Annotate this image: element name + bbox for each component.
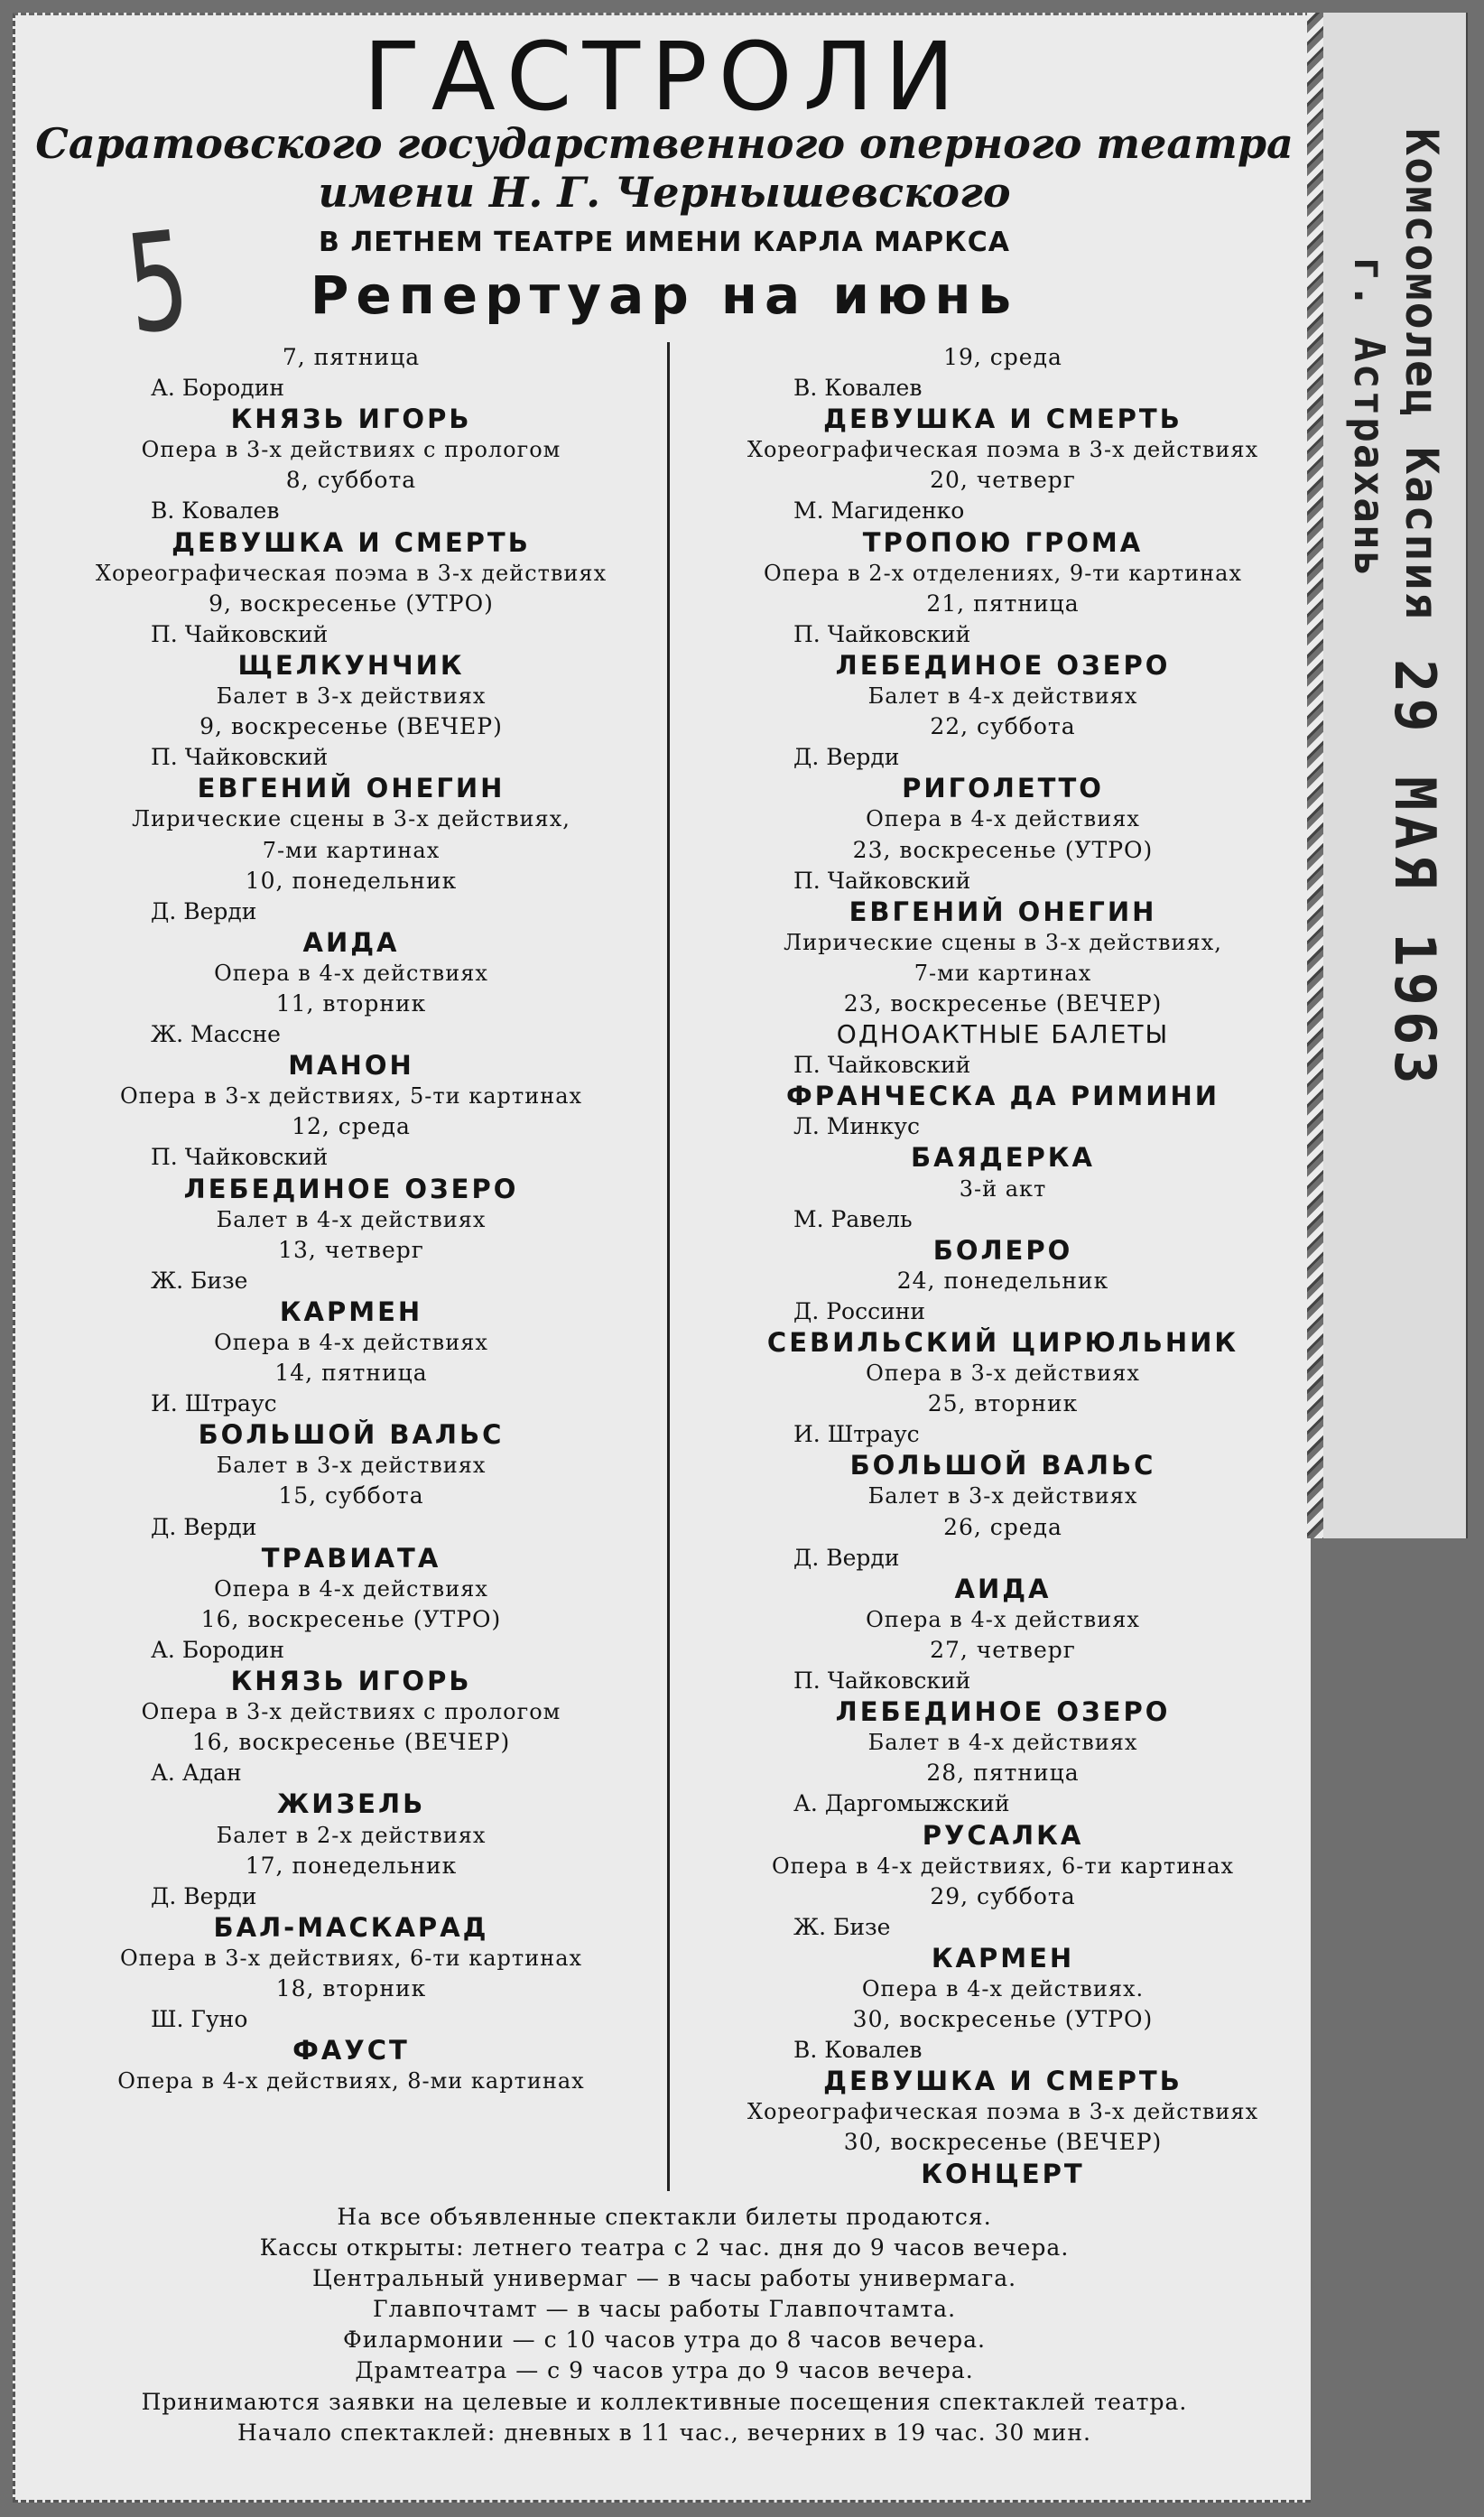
note-line: Центральный универмаг — в часы работы универмага. bbox=[311, 2265, 1017, 2292]
schedule-work: КАРМЕН bbox=[279, 1296, 423, 1327]
torn-edge bbox=[1307, 13, 1323, 1538]
schedule-work: ЛЕБЕДИНОЕ ОЗЕРО bbox=[835, 649, 1171, 681]
schedule-work: РИГОЛЕТТО bbox=[902, 773, 1104, 804]
schedule-work: ЖИЗЕЛЬ bbox=[276, 1788, 426, 1820]
schedule-date: 11, вторник bbox=[275, 989, 427, 1017]
schedule-work: ТРОПОЮ ГРОМА bbox=[862, 526, 1144, 558]
schedule-date: 30, воскресенье (УТРО) bbox=[852, 2006, 1154, 2033]
schedule-desc: Опера в 4-х действиях bbox=[866, 806, 1140, 832]
schedule-date: 16, воскресенье (ВЕЧЕР) bbox=[191, 1729, 511, 1756]
schedule-work: АИДА bbox=[302, 926, 400, 958]
schedule-desc: Опера в 2-х отделениях, 9-ти картинах bbox=[763, 560, 1242, 586]
schedule-date: 8, суббота bbox=[285, 467, 417, 494]
schedule-desc: Опера в 4-х действиях bbox=[214, 1330, 488, 1355]
schedule-desc: Балет в 4-х действиях bbox=[867, 683, 1138, 710]
schedule-work: ЛЕБЕДИНОЕ ОЗЕРО bbox=[183, 1173, 519, 1204]
schedule-composer: А. Даргомыжский bbox=[793, 1790, 1010, 1817]
schedule-work: КАРМЕН bbox=[931, 1942, 1075, 1974]
schedule-desc: Опера в 3-х действиях с прологом bbox=[141, 437, 561, 463]
schedule-composer: П. Чайковский bbox=[793, 1052, 971, 1079]
schedule-composer: Ж. Массне bbox=[151, 1021, 281, 1048]
schedule-date: 13, четверг bbox=[278, 1236, 424, 1263]
schedule-section: ОДНОАКТНЫЕ БАЛЕТЫ bbox=[836, 1019, 1170, 1050]
schedule-work: ФАУСТ bbox=[292, 2035, 410, 2067]
schedule-desc: Балет в 4-х действиях bbox=[216, 1206, 487, 1232]
schedule-work: ЩЕЛКУНЧИК bbox=[237, 649, 465, 681]
schedule-date: 29, суббота bbox=[930, 1882, 1076, 1909]
schedule-date: 24, понедельник bbox=[896, 1267, 1109, 1294]
schedule-composer: А. Адан bbox=[151, 1760, 242, 1787]
schedule-desc: Опера в 4-х действиях bbox=[866, 1606, 1140, 1632]
note-line: Драмтеатра — с 9 часов утра до 9 часов вечера. bbox=[355, 2357, 974, 2384]
schedule-work: АИДА bbox=[954, 1573, 1052, 1604]
schedule-date: 27, четверг bbox=[930, 1636, 1076, 1663]
schedule-work: КНЯЗЬ ИГОРЬ bbox=[230, 1666, 472, 1697]
schedule-composer: Ж. Бизе bbox=[151, 1267, 248, 1294]
schedule-work: ЛЕБЕДИНОЕ ОЗЕРО bbox=[835, 1696, 1171, 1728]
schedule-work: БОЛЬШОЙ ВАЛЬС bbox=[198, 1419, 505, 1451]
schedule-date: 9, воскресенье (ВЕЧЕР) bbox=[199, 713, 503, 740]
schedule-desc: Лирические сцены в 3-х действиях, bbox=[132, 806, 570, 832]
stamp-newspaper-name: Комсомолец Каспия bbox=[1396, 128, 1448, 621]
schedule-composer: Д. Россини bbox=[793, 1297, 926, 1324]
schedule-composer: Ш. Гуно bbox=[151, 2006, 248, 2033]
schedule-desc: Опера в 4-х действиях bbox=[214, 1575, 488, 1602]
note-line: Главпочтамт — в часы работы Главпочтамта. bbox=[372, 2296, 957, 2323]
schedule-desc: Опера в 4-х действиях, 6-ти картинах bbox=[771, 1853, 1235, 1879]
schedule-desc: Хореографическая поэма в 3-х действиях bbox=[747, 437, 1259, 463]
schedule-composer: М. Равель bbox=[793, 1205, 913, 1232]
note-line: Принимаются заявки на целевые и коллективные посещения спектаклей театра. bbox=[141, 2388, 1188, 2415]
schedule-date: 17, понедельник bbox=[245, 1852, 458, 1879]
newspaper-clipping bbox=[13, 13, 1311, 2503]
schedule-date: 7, пятница bbox=[282, 344, 421, 370]
stamp-date: 29 МАЯ 1963 bbox=[1382, 659, 1448, 1090]
schedule-date: 12, среда bbox=[292, 1113, 411, 1140]
schedule-date: 21, пятница bbox=[926, 590, 1080, 617]
schedule-date: 14, пятница bbox=[274, 1360, 428, 1387]
schedule-composer: В. Ковалев bbox=[793, 2037, 923, 2064]
schedule-composer: В. Ковалев bbox=[793, 375, 923, 402]
schedule-work: ЕВГЕНИЙ ОНЕГИН bbox=[197, 773, 505, 804]
schedule-composer: Д. Верди bbox=[151, 1882, 257, 1909]
schedule-desc: Лирические сцены в 3-х действиях, bbox=[784, 929, 1222, 955]
schedule-composer: Д. Верди bbox=[151, 897, 257, 924]
venue-line: В ЛЕТНЕМ ТЕАТРЕ ИМЕНИ КАРЛА МАРКСА bbox=[319, 227, 1010, 258]
stamp-city: г. Астрахань bbox=[1345, 256, 1394, 579]
schedule-work: ДЕВУШКА И СМЕРТЬ bbox=[823, 404, 1183, 435]
schedule-desc: Балет в 3-х действиях bbox=[216, 683, 487, 710]
handwritten-mark: 5 bbox=[119, 201, 197, 366]
schedule-composer: А. Бородин bbox=[151, 375, 285, 402]
schedule-composer: В. Ковалев bbox=[151, 497, 280, 525]
schedule-work: ДЕВУШКА И СМЕРТЬ bbox=[172, 526, 531, 558]
schedule-desc: Балет в 3-х действиях bbox=[867, 1483, 1138, 1509]
schedule-composer: Л. Минкус bbox=[793, 1113, 921, 1140]
schedule-composer: И. Штраус bbox=[793, 1421, 920, 1448]
repertoire-heading: Репертуар на июнь bbox=[310, 265, 1019, 326]
schedule-work: МАНОН bbox=[288, 1050, 414, 1082]
schedule-composer: П. Чайковский bbox=[151, 620, 329, 647]
schedule-composer: Д. Верди bbox=[793, 744, 900, 771]
schedule-desc: Опера в 4-х действиях, 8-ми картинах bbox=[117, 2068, 585, 2094]
schedule-composer: П. Чайковский bbox=[151, 744, 329, 771]
schedule-work: БОЛЕРО bbox=[932, 1234, 1073, 1266]
schedule-work: БАЛ-МАСКАРАД bbox=[213, 1911, 489, 1943]
note-line: Филармонии — с 10 часов утра до 8 часов вечера. bbox=[343, 2327, 986, 2354]
schedule-composer: Ж. Бизе bbox=[793, 1913, 891, 1940]
schedule-date: 26, среда bbox=[943, 1513, 1062, 1540]
schedule-composer: Д. Верди bbox=[151, 1513, 257, 1540]
schedule-desc: Опера в 3-х действиях bbox=[866, 1361, 1140, 1387]
schedule-composer: П. Чайковский bbox=[793, 1667, 971, 1695]
schedule-work: ТРАВИАТА bbox=[261, 1542, 441, 1574]
schedule-composer: П. Чайковский bbox=[793, 867, 971, 894]
schedule-date: 9, воскресенье (УТРО) bbox=[209, 590, 494, 617]
schedule-date: 10, понедельник bbox=[245, 867, 458, 894]
schedule-date: 25, вторник bbox=[927, 1390, 1079, 1417]
schedule-desc: Балет в 2-х действиях bbox=[216, 1822, 487, 1848]
clipping-stamp-strip bbox=[1323, 13, 1468, 1538]
schedule-desc: 3-й акт bbox=[959, 1175, 1047, 1202]
schedule-date: 15, суббота bbox=[278, 1482, 424, 1509]
schedule-desc: Опера в 3-х действиях, 5-ти картинах bbox=[119, 1083, 583, 1110]
schedule-date: 22, суббота bbox=[930, 713, 1076, 740]
schedule-date: 30, воскресенье (ВЕЧЕР) bbox=[843, 2129, 1163, 2156]
schedule-right-column bbox=[687, 342, 1311, 2189]
note-line: Кассы открыты: летнего театра с 2 час. дня до 9 часов вечера. bbox=[259, 2234, 1070, 2262]
schedule-date: 20, четверг bbox=[930, 467, 1076, 494]
schedule-date: 19, среда bbox=[943, 344, 1062, 370]
schedule-date: 23, воскресенье (УТРО) bbox=[852, 836, 1154, 863]
schedule-work: ФРАНЧЕСКА ДА РИМИНИ bbox=[785, 1081, 1220, 1112]
schedule-composer: П. Чайковский bbox=[793, 620, 971, 647]
note-line: Начало спектаклей: дневных в 11 час., вечерних в 19 час. 30 мин. bbox=[237, 2419, 1091, 2446]
schedule-work: КНЯЗЬ ИГОРЬ bbox=[230, 404, 472, 435]
schedule-composer: А. Бородин bbox=[151, 1636, 285, 1663]
schedule-desc: Хореографическая поэма в 3-х действиях bbox=[747, 2099, 1259, 2125]
schedule-desc: Балет в 3-х действиях bbox=[216, 1453, 487, 1479]
schedule-work: БОЛЬШОЙ ВАЛЬС bbox=[849, 1450, 1156, 1481]
schedule-work: КОНЦЕРТ bbox=[921, 2158, 1085, 2189]
schedule-composer: И. Штраус bbox=[151, 1390, 277, 1417]
schedule-desc: Опера в 3-х действиях, 6-ти картинах bbox=[119, 1945, 583, 1971]
column-divider bbox=[667, 342, 670, 2191]
schedule-composer: М. Магиденко bbox=[793, 497, 965, 525]
schedule-desc: Балет в 4-х действиях bbox=[867, 1730, 1138, 1756]
schedule-desc: Опера в 4-х действиях. bbox=[861, 1975, 1145, 2002]
ticket-info-notes bbox=[15, 2202, 1311, 2448]
schedule-date: 16, воскресенье (УТРО) bbox=[200, 1605, 502, 1632]
schedule-date: 28, пятница bbox=[926, 1760, 1080, 1787]
page-title: ГАСТРОЛИ bbox=[363, 22, 966, 132]
schedule-desc: Хореографическая поэма в 3-х действиях bbox=[95, 560, 608, 586]
schedule-composer: Д. Верди bbox=[793, 1544, 900, 1571]
schedule-work: СЕВИЛЬСКИЙ ЦИРЮЛЬНИК bbox=[766, 1327, 1239, 1358]
schedule-desc: Опера в 3-х действиях с прологом bbox=[141, 1699, 561, 1725]
theatre-name-line1: Саратовского государственного оперного театра bbox=[35, 119, 1294, 168]
schedule-date: 18, вторник bbox=[275, 1974, 427, 2002]
theatre-name-line2: имени Н. Г. Чернышевского bbox=[318, 168, 1011, 217]
schedule-work: БАЯДЕРКА bbox=[911, 1142, 1095, 1174]
schedule-composer: П. Чайковский bbox=[151, 1144, 329, 1171]
schedule-left-column bbox=[35, 342, 667, 2096]
note-line: На все объявленные спектакли билеты продаются. bbox=[337, 2204, 992, 2230]
schedule-desc: Опера в 4-х действиях bbox=[214, 960, 488, 986]
schedule-desc: 7-ми картинах bbox=[262, 837, 441, 863]
schedule-desc: 7-ми картинах bbox=[914, 960, 1092, 986]
schedule-date: 23, воскресенье (ВЕЧЕР) bbox=[843, 989, 1163, 1017]
schedule-work: РУСАЛКА bbox=[922, 1819, 1084, 1851]
schedule-work: ЕВГЕНИЙ ОНЕГИН bbox=[849, 896, 1157, 927]
schedule-work: ДЕВУШКА И СМЕРТЬ bbox=[823, 2066, 1183, 2097]
